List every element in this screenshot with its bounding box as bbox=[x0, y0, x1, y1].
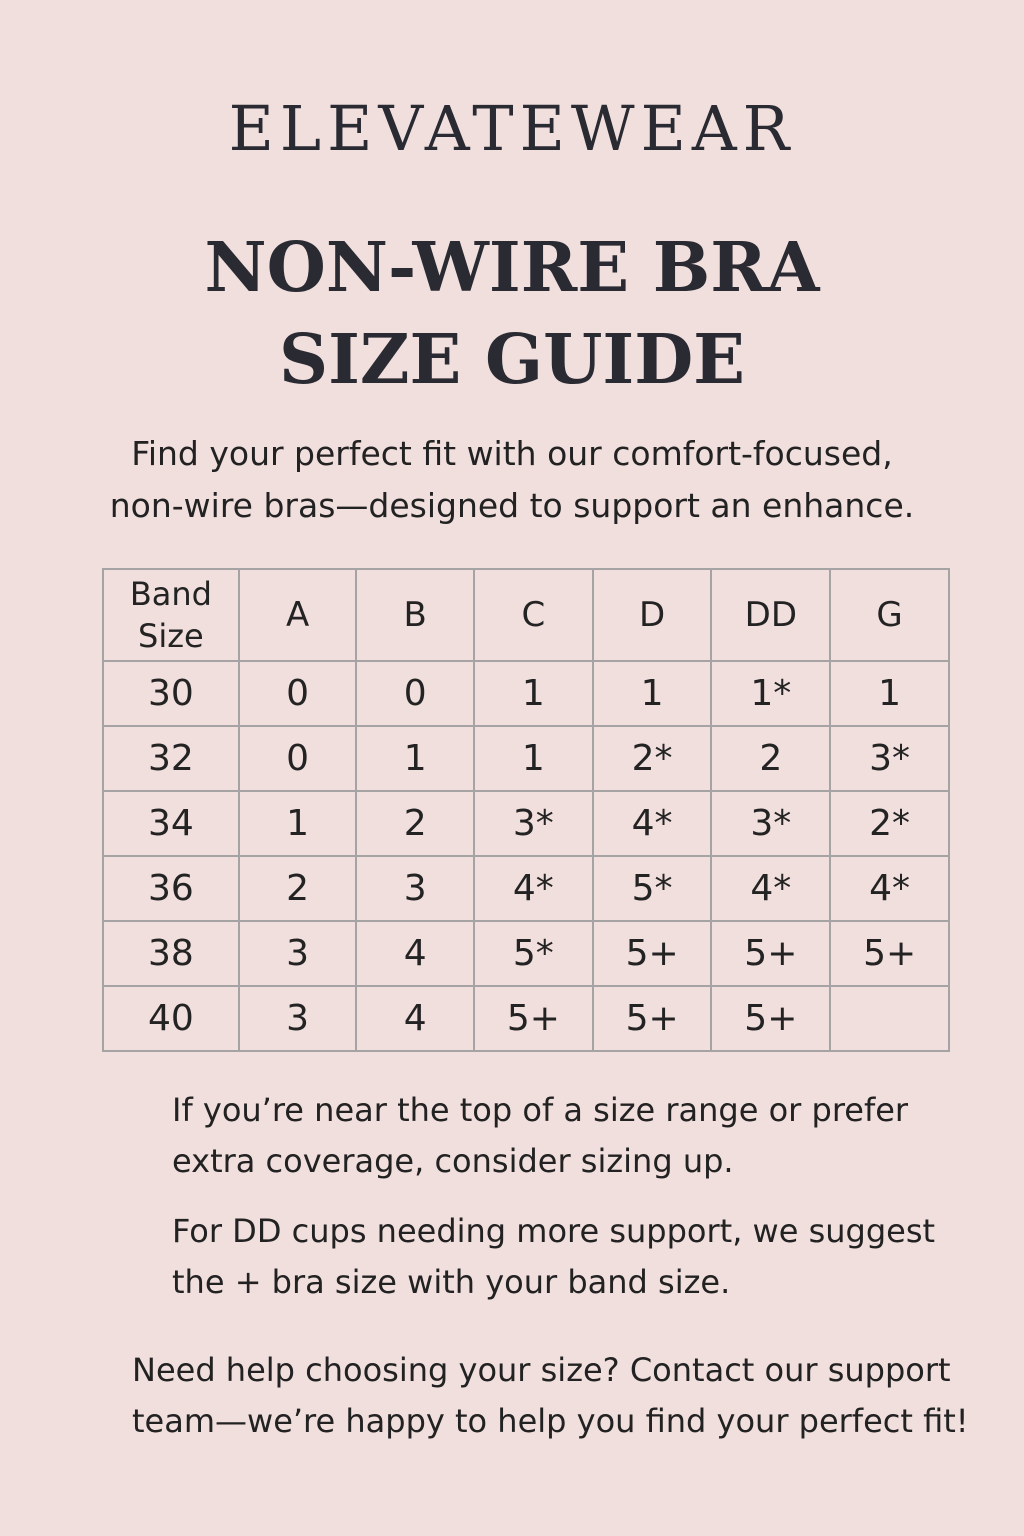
table-cell: 1 bbox=[474, 661, 593, 726]
table-row bbox=[103, 856, 949, 921]
cup-header-g: G bbox=[830, 569, 949, 661]
note-line: If you’re near the top of a size range or prefer bbox=[172, 1091, 909, 1129]
band-cell: 32 bbox=[103, 726, 239, 791]
table-cell: 0 bbox=[239, 661, 357, 726]
table-cell: 3* bbox=[830, 726, 949, 791]
table-cell: 4* bbox=[711, 856, 830, 921]
table-cell: 2 bbox=[239, 856, 357, 921]
table-cell: 5+ bbox=[711, 921, 830, 986]
cup-header-d: D bbox=[593, 569, 712, 661]
band-header-line-1: Band bbox=[129, 575, 212, 613]
table-row bbox=[103, 986, 949, 1051]
band-cell: 38 bbox=[103, 921, 239, 986]
table-cell: 4 bbox=[356, 986, 474, 1051]
title-line-2: SIZE GUIDE bbox=[278, 320, 746, 400]
table-row bbox=[103, 791, 949, 856]
table-cell: 3 bbox=[239, 986, 357, 1051]
intro-text bbox=[0, 428, 1024, 532]
note-line: For DD cups needing more support, we suggest bbox=[172, 1212, 936, 1250]
table-cell: 2* bbox=[593, 726, 712, 791]
size-table bbox=[102, 568, 950, 1052]
table-cell: 1 bbox=[474, 726, 593, 791]
sizing-note-dd-support bbox=[172, 1206, 935, 1308]
table-row bbox=[103, 661, 949, 726]
table-cell bbox=[830, 986, 949, 1051]
cup-header-a: A bbox=[239, 569, 357, 661]
table-cell: 5+ bbox=[711, 986, 830, 1051]
table-cell: 0 bbox=[239, 726, 357, 791]
support-help-text bbox=[132, 1345, 969, 1447]
table-cell: 3* bbox=[711, 791, 830, 856]
table-cell: 5* bbox=[593, 856, 712, 921]
table-cell: 2 bbox=[711, 726, 830, 791]
sizing-note-size-up bbox=[172, 1085, 908, 1187]
table-cell: 1* bbox=[711, 661, 830, 726]
table-cell: 1 bbox=[356, 726, 474, 791]
band-cell: 40 bbox=[103, 986, 239, 1051]
band-cell: 30 bbox=[103, 661, 239, 726]
table-cell: 3 bbox=[356, 856, 474, 921]
table-cell: 4 bbox=[356, 921, 474, 986]
help-line-1: Need help choosing your size? Contact our support bbox=[132, 1351, 951, 1389]
table-cell: 5+ bbox=[830, 921, 949, 986]
brand-name: ELEVATEWEAR bbox=[228, 92, 796, 165]
table-cell: 4* bbox=[474, 856, 593, 921]
table-cell: 2* bbox=[830, 791, 949, 856]
table-row bbox=[103, 726, 949, 791]
cup-header-c: C bbox=[474, 569, 593, 661]
note-line: extra coverage, consider sizing up. bbox=[172, 1142, 734, 1180]
cup-header-dd: DD bbox=[711, 569, 830, 661]
table-cell: 2 bbox=[356, 791, 474, 856]
table-row bbox=[103, 921, 949, 986]
table-cell: 4* bbox=[593, 791, 712, 856]
table-cell: 4* bbox=[830, 856, 949, 921]
band-cell: 36 bbox=[103, 856, 239, 921]
table-cell: 5+ bbox=[593, 921, 712, 986]
intro-line-1: Find your perfect fit with our comfort-focused, bbox=[131, 434, 893, 473]
band-header-line-2: Size bbox=[138, 617, 204, 655]
page-title bbox=[0, 222, 1024, 406]
intro-line-2: non-wire bras—designed to support an enhance. bbox=[109, 486, 915, 525]
table-cell: 1 bbox=[593, 661, 712, 726]
table-cell: 3 bbox=[239, 921, 357, 986]
table-header-row bbox=[103, 569, 949, 661]
band-size-header bbox=[103, 569, 239, 661]
note-line: the + bra size with your band size. bbox=[172, 1263, 731, 1301]
title-line-1: NON-WIRE BRA bbox=[204, 228, 820, 308]
help-line-2: team—we’re happy to help you find your perfect fit! bbox=[132, 1402, 969, 1440]
table-cell: 0 bbox=[356, 661, 474, 726]
band-cell: 34 bbox=[103, 791, 239, 856]
table-cell: 1 bbox=[830, 661, 949, 726]
cup-header-b: B bbox=[356, 569, 474, 661]
table-cell: 3* bbox=[474, 791, 593, 856]
table-cell: 5+ bbox=[474, 986, 593, 1051]
table-cell: 5* bbox=[474, 921, 593, 986]
table-cell: 1 bbox=[239, 791, 357, 856]
table-cell: 5+ bbox=[593, 986, 712, 1051]
